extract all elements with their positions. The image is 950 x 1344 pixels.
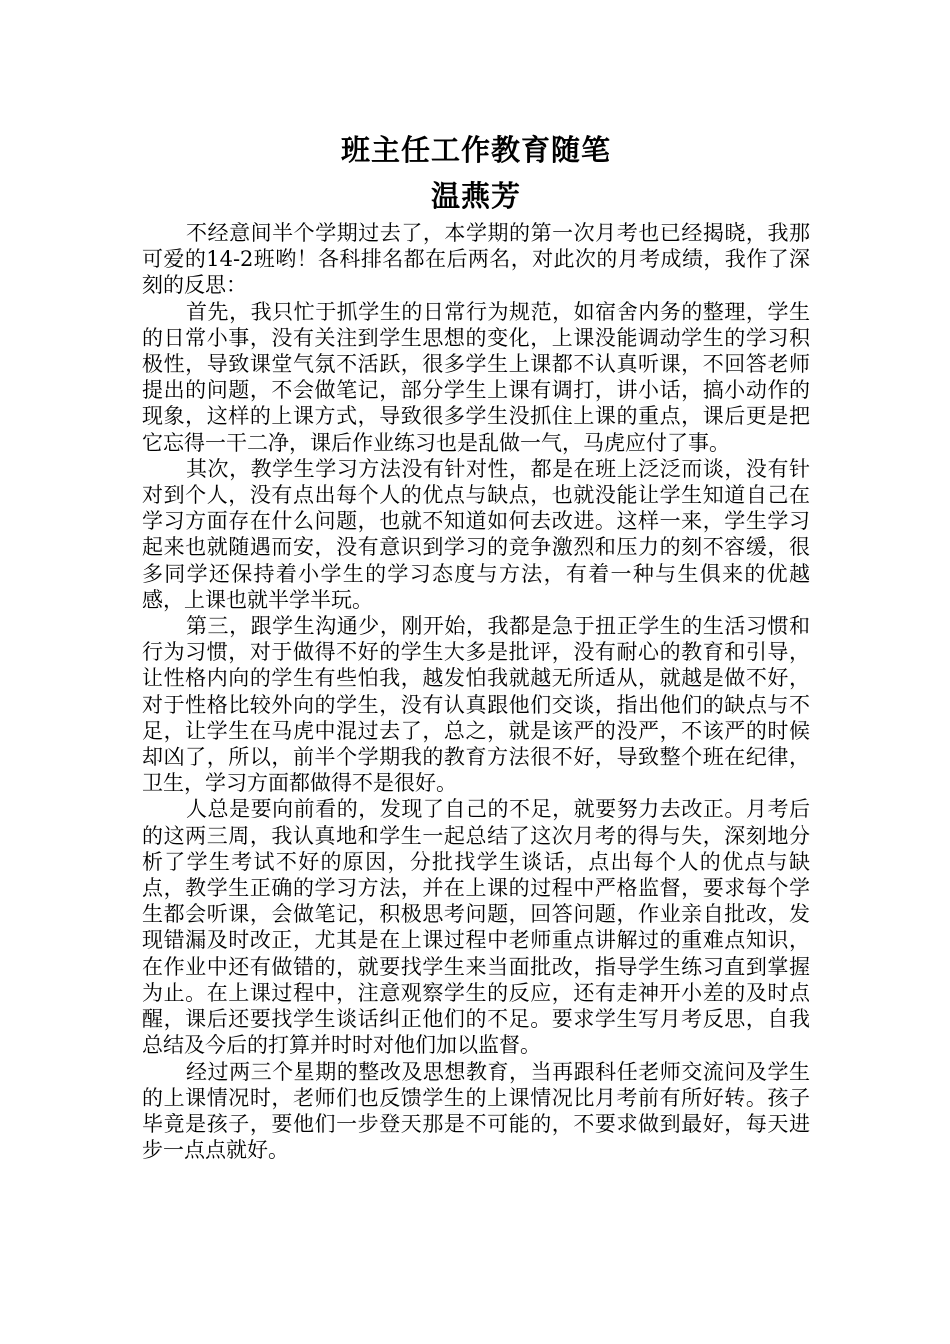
paragraph-conclusion: 经过两三个星期的整改及思想教育，当再跟科任老师交流问及学生的上课情况时，老师们也反馈学生的上课情况比月考前有所好转。孩子毕竟是孩子，要他们一步登天那是不可能的，不要求做到最好，每天进步一点点就好。 <box>142 1059 810 1163</box>
paragraph-improvement: 人总是要向前看的，发现了自己的不足，就要努力去改正。月考后的这两三周，我认真地和学生一起总结了这次月考的得与失，深刻地分析了学生考试不好的原因，分批找学生谈话，点出每个人的优点与缺点，教学生正确的学习方法，并在上课的过程中严格监督，要求每个学生都会听课，会做笔记，积极思考问题，回答问题，作业亲自批改，发现错漏及时改正，尤其是在上课过程中老师重点讲解过的重难点知识，在作业中还有做错的，就要找学生来当面批改，指导学生练习直到掌握为止。在上课过程中，注意观察学生的反应，还有走神开小差的及时点醒，课后还要找学生谈话纠正他们的不足。要求学生写月考反思，自我总结及今后的打算并时时对他们加以监督。 <box>142 797 810 1058</box>
document-title: 班主任工作教育随笔 <box>340 133 611 167</box>
document-body <box>142 220 810 1163</box>
document-author: 温燕芳 <box>430 179 521 213</box>
paragraph-second-reflection: 其次，教学生学习方法没有针对性，都是在班上泛泛而谈，没有针对到个人，没有点出每个人的优点与缺点，也就没能让学生知道自己在学习方面存在什么问题，也就不知道如何去改进。这样一来，学生学习起来也就随遇而安，没有意识到学习的竞争激烈和压力的刻不容缓，很多同学还保持着小学生的学习态度与方法，有着一种与生俱来的优越感，上课也就半学半玩。 <box>142 456 810 612</box>
paragraph-third-reflection: 第三，跟学生沟通少，刚开始，我都是急于扭正学生的生活习惯和行为习惯，对于做得不好的学生大多是批评，没有耐心的教育和引导，让性格内向的学生有些怕我，越发怕我就越无所适从，就越是做不好，对于性格比较外向的学生，没有认真跟他们交谈，指出他们的缺点与不足，让学生在马虎中混过去了，总之，就是该严的没严，不该严的时候却凶了，所以，前半个学期我的教育方法很不好，导致整个班在纪律，卫生，学习方面都做得不是很好。 <box>142 614 810 796</box>
document-content <box>142 128 810 1163</box>
paragraph-first-reflection: 首先，我只忙于抓学生的日常行为规范，如宿舍内务的整理，学生的日常小事，没有关注到学生思想的变化，上课没能调动学生的学习积极性，导致课堂气氛不活跃，很多学生上课都不认真听课，不回答老师提出的问题，不会做笔记，部分学生上课有调打，讲小话，搞小动作的现象，这样的上课方式，导致很多学生没抓住上课的重点，课后更是把它忘得一干二净，课后作业练习也是乱做一气，马虎应付了事。 <box>142 299 810 455</box>
paragraph-intro: 不经意间半个学期过去了，本学期的第一次月考也已经揭晓，我那可爱的14-2班哟！各科排名都在后两名，对此次的月考成绩，我作了深刻的反思： <box>142 221 810 298</box>
